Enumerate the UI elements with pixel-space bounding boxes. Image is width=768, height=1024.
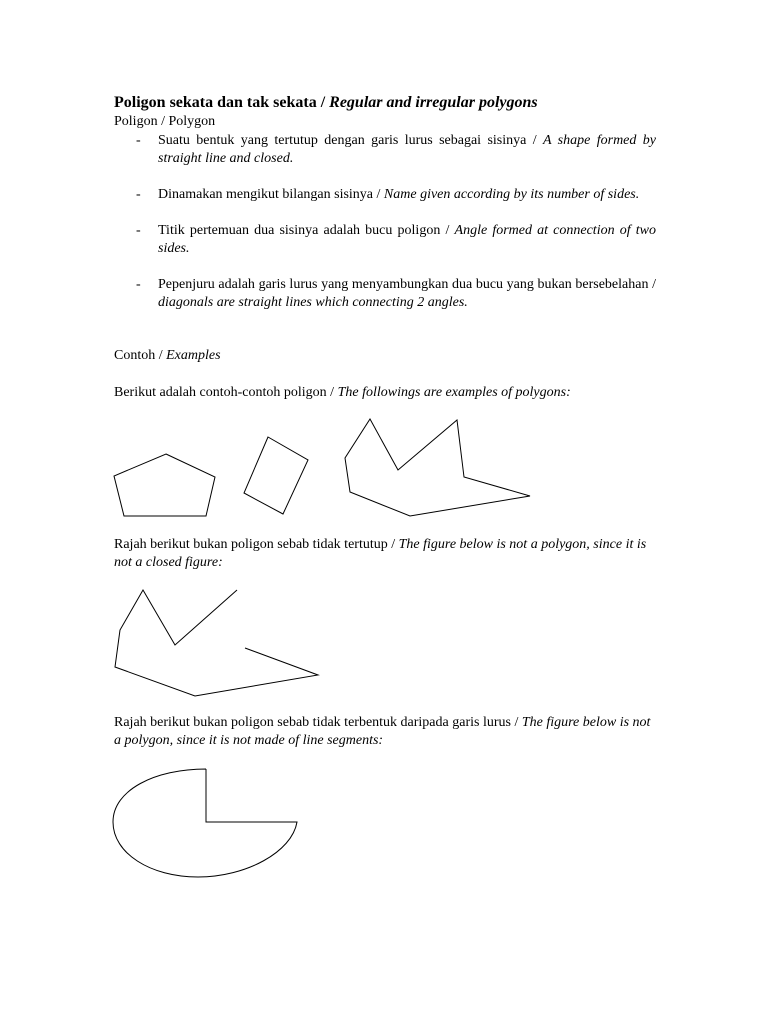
- bullet-text-english: Name given according by its number of sides.: [383, 187, 640, 202]
- bullet-text-malay: Dinamakan mengikut bilangan sisinya /: [158, 187, 384, 202]
- not-lines-malay: Rajah berikut bukan poligon sebab tidak terbentuk daripada garis lurus /: [114, 715, 522, 730]
- curved-figure: [113, 769, 297, 877]
- not-lines-english: The figure below is not a polygon, since it is not made of line segments:: [114, 715, 651, 748]
- title-english: Regular and irregular polygons: [329, 94, 538, 111]
- examples-intro-english: The followings are examples of polygons:: [337, 385, 571, 400]
- bullet-dash: -: [136, 133, 141, 148]
- open-figure: [115, 590, 318, 696]
- irregular-polygon-figure: [345, 419, 530, 516]
- not-closed-malay: Rajah berikut bukan poligon sebab tidak tertutup /: [114, 537, 399, 552]
- bullet-text-english: Angle formed at connection of two sides.: [158, 223, 656, 256]
- not-closed-english: The figure below is not a polygon, since it is not a closed figure:: [114, 537, 647, 570]
- bullet-text-english: diagonals are straight lines which connecting 2 angles.: [158, 295, 468, 310]
- section-subtitle: Poligon / Polygon: [114, 114, 216, 129]
- bullet-text-malay: Suatu bentuk yang tertutup dengan garis lurus sebagai sisinya /: [158, 133, 543, 148]
- bullet-text-malay: Titik pertemuan dua sisinya adalah bucu poligon /: [158, 223, 455, 238]
- examples-intro-malay: Berikut adalah contoh-contoh poligon /: [114, 385, 338, 400]
- bullet-text-malay: Pepenjuru adalah garis lurus yang menyambungkan dua bucu yang bukan bersebelahan /: [158, 277, 656, 292]
- examples-heading-malay: Contoh /: [114, 348, 167, 363]
- pentagon-figure: [114, 454, 215, 516]
- bullet-dash: -: [136, 187, 141, 202]
- rectangle-figure: [244, 437, 308, 514]
- title-malay: Poligon sekata dan tak sekata /: [114, 94, 330, 111]
- bullet-text-english: A shape formed by straight line and closed.: [158, 133, 656, 166]
- examples-heading-english: Examples: [166, 348, 221, 363]
- bullet-dash: -: [136, 277, 141, 292]
- bullet-dash: -: [136, 223, 141, 238]
